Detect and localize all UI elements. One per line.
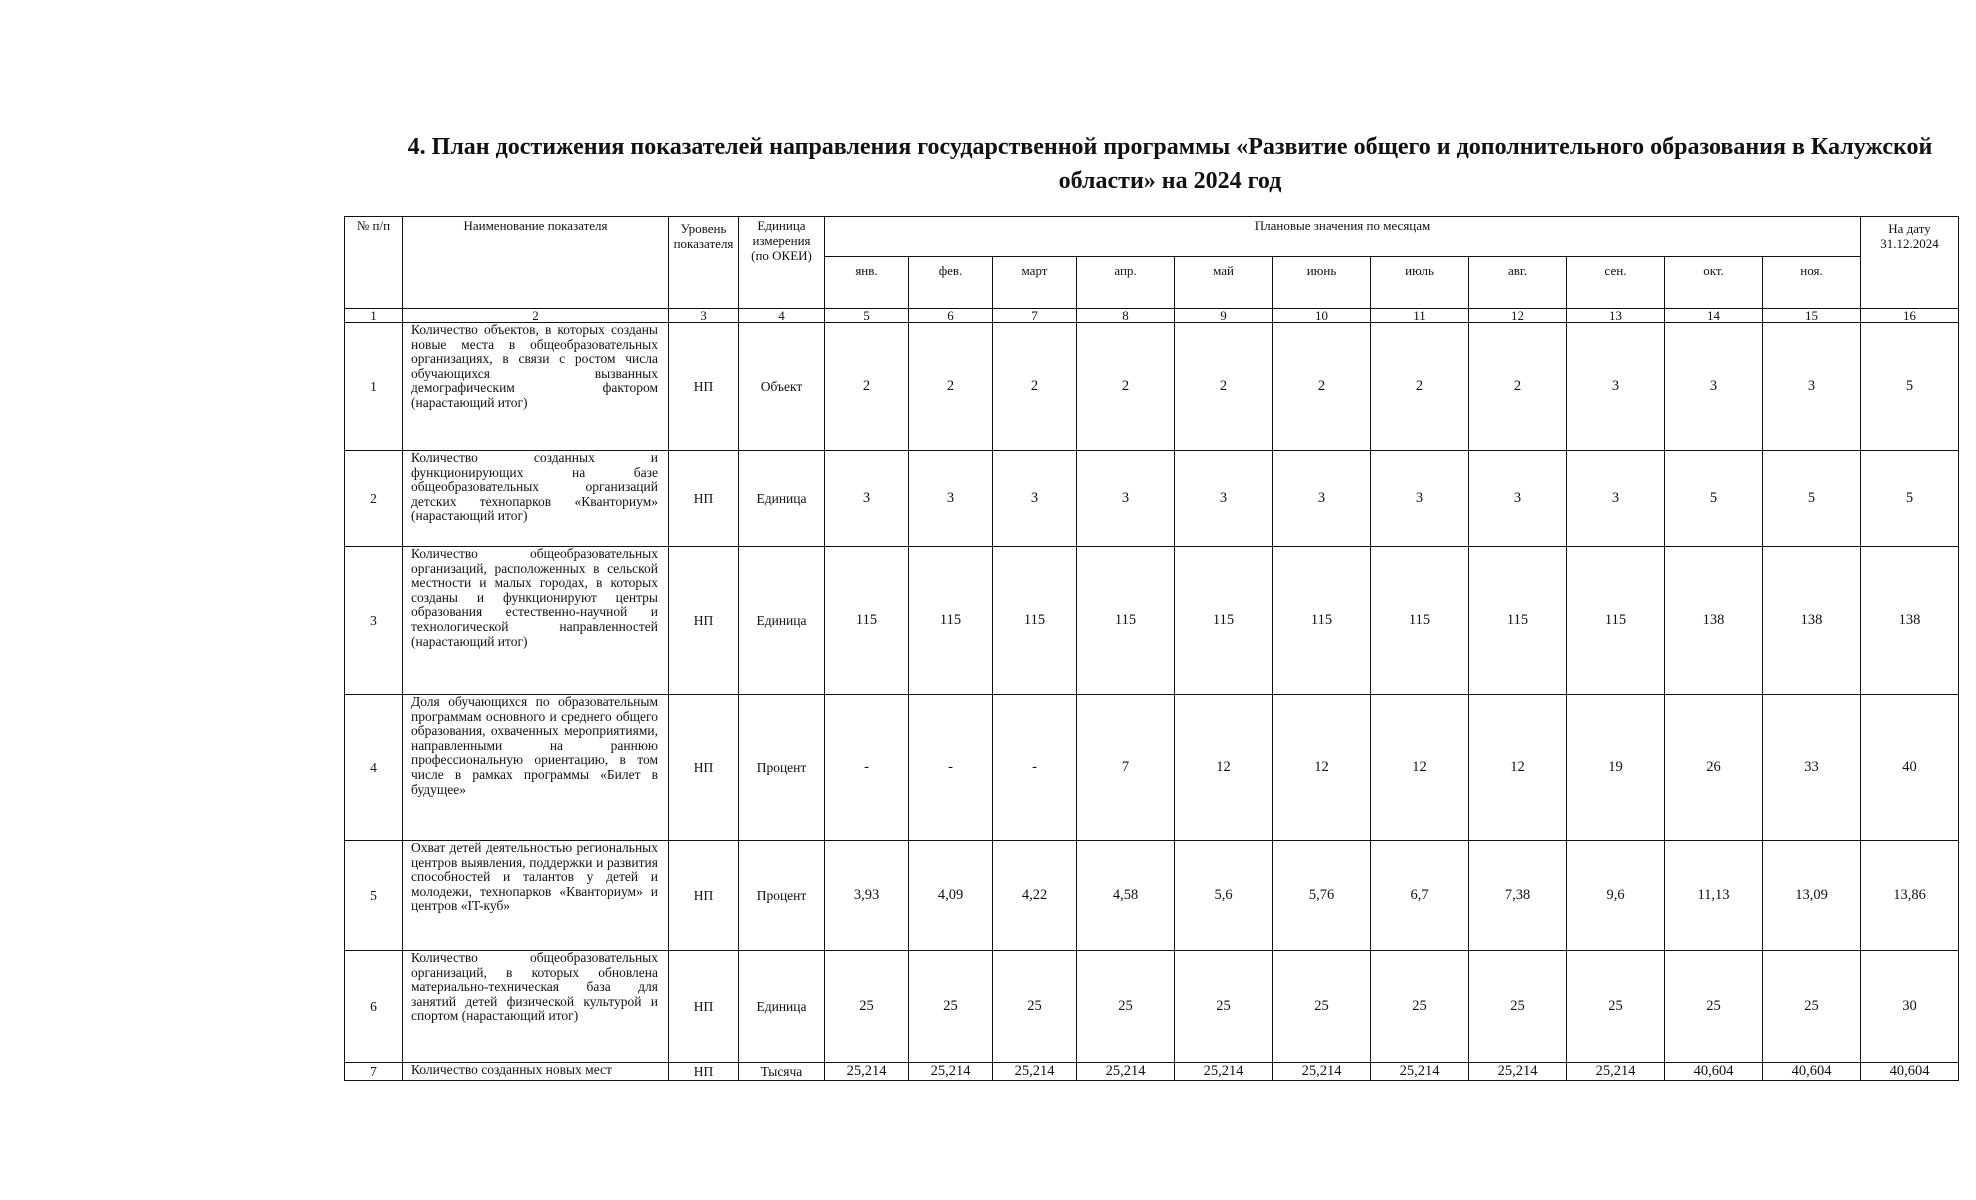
- plan-value: 2: [1077, 323, 1175, 451]
- column-number: 5: [825, 309, 909, 323]
- plan-value: 25: [1077, 951, 1175, 1063]
- row-number: 2: [345, 451, 403, 547]
- table-row: [345, 695, 1959, 841]
- row-number: 6: [345, 951, 403, 1063]
- month-header: окт.: [1665, 257, 1763, 309]
- table-row: [345, 1063, 1959, 1081]
- plan-value: 40: [1861, 695, 1959, 841]
- plan-value: 3: [1665, 323, 1763, 451]
- plan-value: 25,214: [825, 1063, 909, 1081]
- column-number: 14: [1665, 309, 1763, 323]
- month-header: фев.: [909, 257, 993, 309]
- plan-value: 7: [1077, 695, 1175, 841]
- plan-value: 3: [1371, 451, 1469, 547]
- table-row: [345, 451, 1959, 547]
- plan-value: 115: [1567, 547, 1665, 695]
- plan-value: 3,93: [825, 841, 909, 951]
- plan-value: 5: [1861, 451, 1959, 547]
- plan-value: 2: [993, 323, 1077, 451]
- plan-value: 25: [825, 951, 909, 1063]
- header-name: Наименование показателя: [403, 217, 669, 309]
- indicator-level: НП: [669, 451, 739, 547]
- plan-value: 138: [1665, 547, 1763, 695]
- plan-value: 3: [1567, 323, 1665, 451]
- row-number: 7: [345, 1063, 403, 1081]
- column-number: 15: [1763, 309, 1861, 323]
- indicator-level: НП: [669, 951, 739, 1063]
- plan-value: 25,214: [993, 1063, 1077, 1081]
- column-number: 1: [345, 309, 403, 323]
- plan-value: 115: [909, 547, 993, 695]
- table-row: [345, 547, 1959, 695]
- plan-value: 25,214: [909, 1063, 993, 1081]
- month-header: май: [1175, 257, 1273, 309]
- indicator-level: НП: [669, 547, 739, 695]
- month-header: сен.: [1567, 257, 1665, 309]
- plan-value: 25: [1567, 951, 1665, 1063]
- indicator-level: НП: [669, 695, 739, 841]
- plan-value: 25,214: [1469, 1063, 1567, 1081]
- column-number: 9: [1175, 309, 1273, 323]
- plan-value: 25: [1469, 951, 1567, 1063]
- column-number: 6: [909, 309, 993, 323]
- plan-value: 3: [1763, 323, 1861, 451]
- plan-value: 115: [1077, 547, 1175, 695]
- month-header: июнь: [1273, 257, 1371, 309]
- indicator-unit: Процент: [739, 695, 825, 841]
- plan-value: 25,214: [1567, 1063, 1665, 1081]
- plan-value: 3: [909, 451, 993, 547]
- header-plan: Плановые значения по месяцам: [825, 217, 1861, 257]
- plan-value: 19: [1567, 695, 1665, 841]
- indicator-unit: Единица: [739, 951, 825, 1063]
- table-row: [345, 841, 1959, 951]
- indicator-name: Количество объектов, в которых созданы новые места в общеобразовательных организациях, в связи с ростом числа обучающихся вызванных демографическим фактором (нарастающий итог): [403, 323, 669, 451]
- month-header: ноя.: [1763, 257, 1861, 309]
- plan-value: 5,76: [1273, 841, 1371, 951]
- plan-value: 25: [993, 951, 1077, 1063]
- row-number: 5: [345, 841, 403, 951]
- plan-value: 9,6: [1567, 841, 1665, 951]
- plan-value: 3: [1273, 451, 1371, 547]
- plan-value: 7,38: [1469, 841, 1567, 951]
- plan-value: 138: [1763, 547, 1861, 695]
- plan-value: -: [825, 695, 909, 841]
- plan-value: 11,13: [1665, 841, 1763, 951]
- plan-value: 115: [825, 547, 909, 695]
- plan-value: 3: [1567, 451, 1665, 547]
- column-number: 16: [1861, 309, 1959, 323]
- indicator-unit: Единица: [739, 451, 825, 547]
- row-number: 1: [345, 323, 403, 451]
- plan-value: 5: [1763, 451, 1861, 547]
- plan-value: 4,22: [993, 841, 1077, 951]
- plan-value: 3: [825, 451, 909, 547]
- table-row: [345, 323, 1959, 451]
- column-number: 3: [669, 309, 739, 323]
- indicator-unit: Процент: [739, 841, 825, 951]
- plan-value: 25: [1665, 951, 1763, 1063]
- plan-value: 25: [909, 951, 993, 1063]
- plan-value: 6,7: [1371, 841, 1469, 951]
- header-date: На дату 31.12.2024: [1861, 217, 1959, 309]
- indicator-level: НП: [669, 841, 739, 951]
- month-header: янв.: [825, 257, 909, 309]
- plan-value: 25: [1763, 951, 1861, 1063]
- column-number: 4: [739, 309, 825, 323]
- plan-value: 115: [1273, 547, 1371, 695]
- plan-value: 5,6: [1175, 841, 1273, 951]
- plan-value: 3: [1077, 451, 1175, 547]
- plan-value: 115: [1371, 547, 1469, 695]
- month-header: март: [993, 257, 1077, 309]
- plan-value: 40,604: [1763, 1063, 1861, 1081]
- column-number: 12: [1469, 309, 1567, 323]
- plan-value: 25: [1371, 951, 1469, 1063]
- plan-value: 2: [825, 323, 909, 451]
- plan-value: 12: [1469, 695, 1567, 841]
- indicator-level: НП: [669, 323, 739, 451]
- indicator-name: Охват детей деятельностью региональных центров выявления, поддержки и развития способностей и талантов у детей и молодежи, технопарков «Кванториум» и центров «IT-куб»: [403, 841, 669, 951]
- plan-value: 4,58: [1077, 841, 1175, 951]
- plan-value: 25,214: [1175, 1063, 1273, 1081]
- plan-value: 2: [1273, 323, 1371, 451]
- plan-value: 25,214: [1077, 1063, 1175, 1081]
- indicator-unit: Тысяча: [739, 1063, 825, 1081]
- header-unit: Единица измерения (по ОКЕИ): [739, 217, 825, 309]
- plan-value: 5: [1861, 323, 1959, 451]
- plan-value: 30: [1861, 951, 1959, 1063]
- plan-value: 25: [1273, 951, 1371, 1063]
- column-number: 10: [1273, 309, 1371, 323]
- plan-value: 2: [1469, 323, 1567, 451]
- plan-value: 12: [1273, 695, 1371, 841]
- header-num: № п/п: [345, 217, 403, 309]
- plan-value: 115: [1469, 547, 1567, 695]
- plan-value: 115: [993, 547, 1077, 695]
- indicator-unit: Объект: [739, 323, 825, 451]
- indicator-name: Количество общеобразовательных организаций, расположенных в сельской местности и малых городах, в которых созданы и функционируют центры образования естественно-научной и технологической направленностей (нарастающий итог): [403, 547, 669, 695]
- plan-value: 25,214: [1273, 1063, 1371, 1081]
- column-number: 11: [1371, 309, 1469, 323]
- header-level: Уровень показателя: [669, 217, 739, 309]
- row-number: 4: [345, 695, 403, 841]
- plan-value: 13,09: [1763, 841, 1861, 951]
- plan-value: 3: [993, 451, 1077, 547]
- plan-value: 26: [1665, 695, 1763, 841]
- indicator-name: Количество созданных и функционирующих на базе общеобразовательных организаций детских технопарков «Кванториум» (нарастающий итог): [403, 451, 669, 547]
- month-header: июль: [1371, 257, 1469, 309]
- column-number: 2: [403, 309, 669, 323]
- plan-value: 25,214: [1371, 1063, 1469, 1081]
- plan-value: 25: [1175, 951, 1273, 1063]
- month-header: апр.: [1077, 257, 1175, 309]
- column-number: 7: [993, 309, 1077, 323]
- plan-value: 3: [1175, 451, 1273, 547]
- plan-value: 4,09: [909, 841, 993, 951]
- plan-value: -: [909, 695, 993, 841]
- indicator-name: Количество общеобразовательных организаций, в которых обновлена материально-техническая база для занятий детей физической культурой и спортом (нарастающий итог): [403, 951, 669, 1063]
- plan-value: 40,604: [1861, 1063, 1959, 1081]
- column-number: 13: [1567, 309, 1665, 323]
- indicator-unit: Единица: [739, 547, 825, 695]
- plan-value: 2: [1371, 323, 1469, 451]
- plan-value: 5: [1665, 451, 1763, 547]
- row-number: 3: [345, 547, 403, 695]
- column-number: 8: [1077, 309, 1175, 323]
- plan-value: 2: [909, 323, 993, 451]
- plan-value: 2: [1175, 323, 1273, 451]
- indicator-level: НП: [669, 1063, 739, 1081]
- plan-value: 13,86: [1861, 841, 1959, 951]
- plan-value: 12: [1371, 695, 1469, 841]
- plan-value: 33: [1763, 695, 1861, 841]
- indicator-name: Количество созданных новых мест: [403, 1063, 669, 1081]
- indicators-table: [344, 216, 1959, 1081]
- month-header: авг.: [1469, 257, 1567, 309]
- plan-value: 3: [1469, 451, 1567, 547]
- plan-value: 12: [1175, 695, 1273, 841]
- plan-value: 138: [1861, 547, 1959, 695]
- table-row: [345, 951, 1959, 1063]
- page-title: 4. План достижения показателей направления государственной программы «Развитие общего и дополнительного образования в Калужской области» на 2024 год: [407, 134, 1933, 194]
- plan-value: 40,604: [1665, 1063, 1763, 1081]
- indicator-name: Доля обучающихся по образовательным программам основного и среднего общего образования, охваченных мероприятиями, направленными на раннюю профессиональную ориентацию, в том числе в рамках программы «Билет в будущее»: [403, 695, 669, 841]
- plan-value: -: [993, 695, 1077, 841]
- plan-value: 115: [1175, 547, 1273, 695]
